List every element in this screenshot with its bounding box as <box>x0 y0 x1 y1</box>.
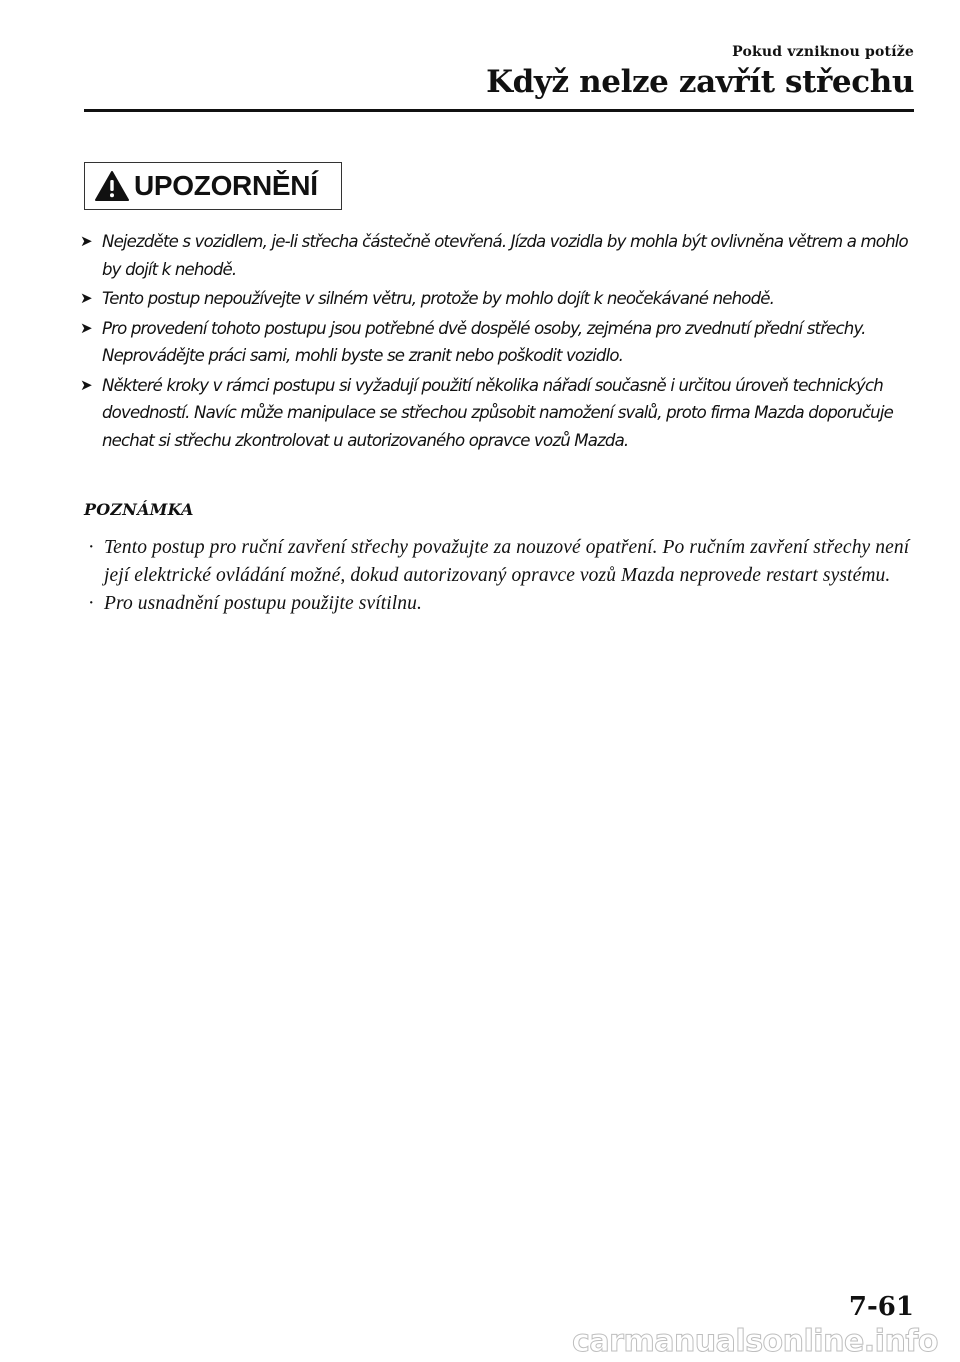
arrow-bullet-icon: ➤ <box>80 318 92 337</box>
note-item <box>84 590 920 618</box>
page-number: 7-61 <box>848 1292 914 1322</box>
section-title: Když nelze zavřít střechu <box>486 64 914 100</box>
warning-item <box>77 285 921 313</box>
warning-item-text: Některé kroky v rámci postupu si vyžadují použití několika nářadí současně i určitou úroveň technických dovedností. Navíc může manipulace se střechou způsobit namožení svalů, proto firma Mazda doporučuje nechat si střechu zkontrolovat u autorizovaného opravce vozů Mazda. <box>102 375 893 450</box>
warning-item <box>77 372 921 455</box>
dot-bullet-icon: · <box>88 593 95 614</box>
warning-list <box>77 228 921 456</box>
warning-item-text: Nejezděte s vozidlem, je-li střecha částečně otevřená. Jízda vozidla by mohla být ovlivněna větrem a mohlo by dojít k nehodě. <box>102 232 908 279</box>
header-divider <box>84 109 914 112</box>
note-list <box>84 534 920 618</box>
arrow-bullet-icon: ➤ <box>80 289 92 307</box>
note-item-text: Tento postup pro ruční zavření střechy považujte za nouzové opatření. Po ručním zavření střechy není její elektrické ovládání možné, dokud autorizovaný opravce vozů Mazda neprovede restart systému. <box>104 537 910 586</box>
warning-label: UPOZORNĚNÍ <box>134 170 318 201</box>
note-heading: POZNÁMKA <box>84 500 194 519</box>
site-watermark: carmanualsonline.info <box>572 1324 938 1359</box>
chapter-title: Pokud vzniknou potíže <box>732 44 914 60</box>
warning-banner <box>84 162 342 210</box>
arrow-bullet-icon: ➤ <box>80 375 92 394</box>
warning-item-text: Tento postup nepoužívejte v silném větru, protože by mohlo dojít k neočekávané nehodě. <box>102 289 775 308</box>
warning-item <box>77 315 921 370</box>
warning-item <box>77 228 921 283</box>
dot-bullet-icon: · <box>88 537 95 558</box>
note-item-text: Pro usnadnění postupu použijte svítilnu. <box>104 593 422 614</box>
warning-triangle-icon <box>94 170 130 202</box>
arrow-bullet-icon: ➤ <box>80 232 92 250</box>
warning-item-text: Pro provedení tohoto postupu jsou potřebné dvě dospělé osoby, zejména pro zvednutí přední střechy. Neprovádějte práci sami, mohli byste se zranit nebo poškodit vozidlo. <box>102 318 866 365</box>
note-item <box>84 534 920 590</box>
page-header <box>486 44 914 102</box>
